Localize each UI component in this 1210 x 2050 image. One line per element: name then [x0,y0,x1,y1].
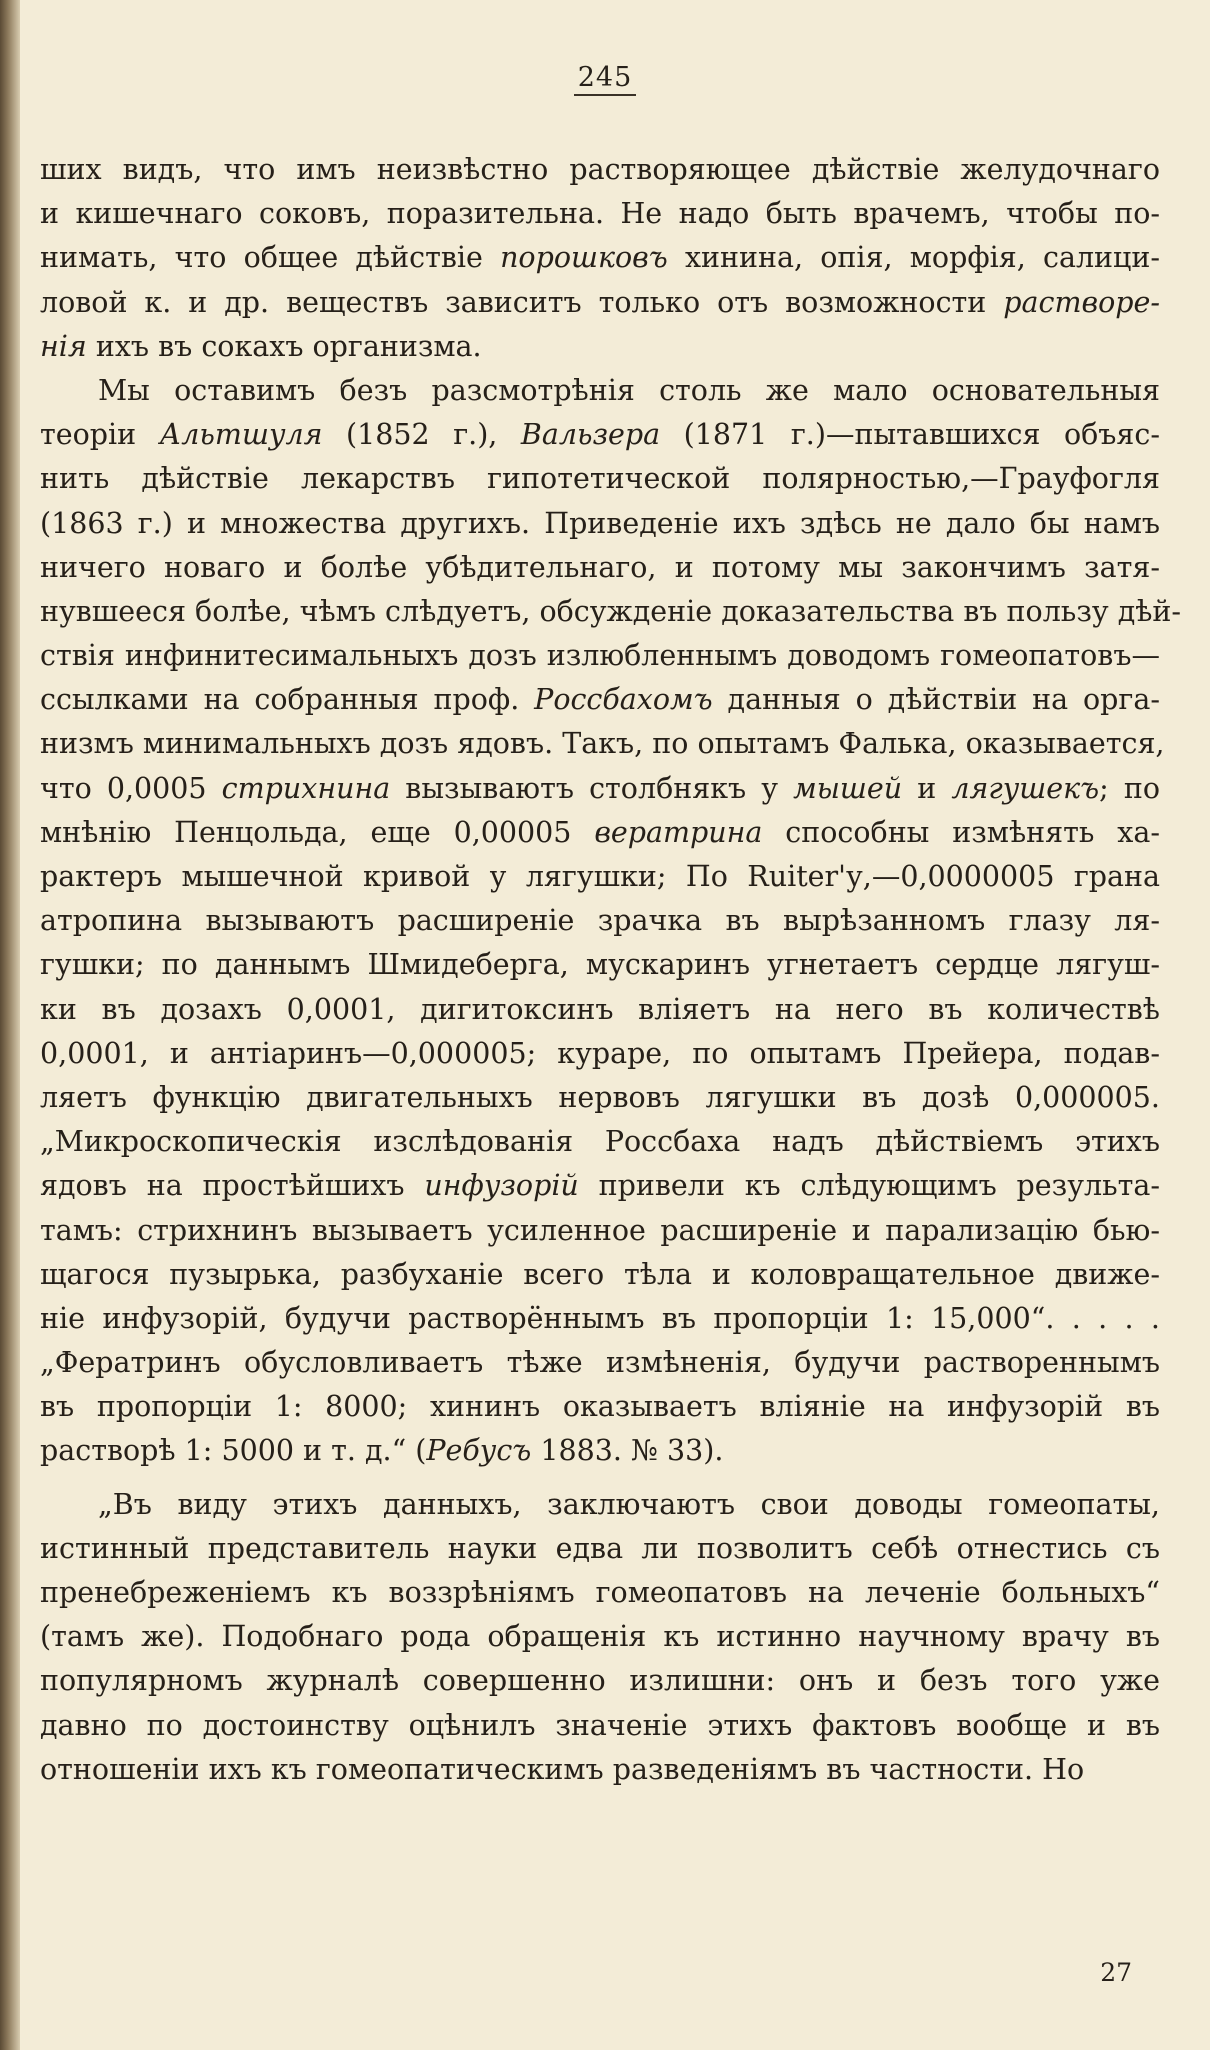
text-line [40,457,1160,501]
italic-run: нія [40,329,87,363]
text-line [40,1704,1160,1748]
text-line [40,1659,1160,1703]
text-line [40,192,1160,236]
text-run: и [902,771,952,805]
text-line [40,1076,1160,1120]
text-run: „Микроскопическія изслѣдованія Россбаха надъ дѣйствіемъ этихъ [40,1125,1160,1159]
text-run: привели къ слѣдующимъ результа- [578,1169,1160,1203]
text-line [40,1571,1160,1615]
text-run: нимать, что общее дѣйствіе [40,241,501,275]
text-run: атропина вызываютъ расширеніе зрачка въ вырѣзанномъ глазу ля- [40,904,1160,938]
text-run: отношеніи ихъ къ гомеопатическимъ разведеніямъ въ частности. Но [40,1752,1085,1786]
text-run: (1863 г.) и множества другихъ. Приведеніе ихъ здѣсь не дало бы намъ [40,506,1160,540]
text-line [40,1385,1160,1429]
text-run: въ пропорціи 1: 8000; хининъ оказываетъ вліяніе на инфузорій въ [40,1390,1160,1424]
text-line [40,1297,1160,1341]
text-line [40,236,1160,280]
text-run: хинина, опія, морфія, салици- [667,241,1160,275]
text-line [40,1164,1160,1208]
text-run: ядовъ на простѣйшихъ [40,1169,425,1203]
text-run: вызываютъ столбнякъ у [390,771,794,805]
text-line [40,148,1160,192]
text-run: ссылками на собранныя проф. [40,683,535,717]
text-run: теоріи [40,418,160,452]
page-number: 245 [0,62,1210,93]
italic-run: Ребусъ [426,1434,532,1468]
text-line [40,855,1160,899]
text-run: давно по достоинству оцѣнилъ значеніе этихъ фактовъ вообще и въ [40,1708,1160,1742]
text-line [40,546,1160,590]
text-run: мнѣнію Пенцольда, еще 0,00005 [40,815,595,849]
text-line [40,1527,1160,1571]
italic-run: порошковъ [500,241,668,275]
text-line [40,413,1160,457]
text-run: „Фератринъ обусловливаетъ тѣже измѣненія, будучи раствореннымъ [40,1346,1160,1380]
text-line [40,678,1160,722]
text-line [40,722,1165,766]
text-run: нить дѣйствіе лекарствъ гипотетической полярностью,—Грауфогля [40,462,1160,496]
italic-run: растворе- [1003,285,1160,319]
italic-run: мышей [793,771,903,805]
text-run: способны измѣнять ха- [762,815,1160,849]
text-run: популярномъ журналѣ совершенно излишни: онъ и безъ того уже [40,1664,1160,1698]
text-line [40,590,1182,634]
text-line [40,899,1160,943]
text-line [40,1748,1160,1792]
text-line [40,1615,1160,1659]
text-run: данныя о дѣйствіи на орга- [712,683,1160,717]
text-line [40,1341,1160,1385]
text-line [40,1429,1160,1473]
text-run: 0,0001, и антіаринъ—0,000005; кураре, по опытамъ Прейера, подав- [40,1036,1160,1070]
text-line [40,325,1160,369]
italic-run: инфузорій [424,1169,579,1203]
text-line [40,1253,1160,1297]
text-run: что 0,0005 [40,771,222,805]
italic-run: стрихнина [221,771,391,805]
italic-run: Россбахомъ [534,683,713,717]
text-run: ших видъ, что имъ неизвѣстно растворяющее дѣйствіе желудочнаго [40,153,1160,186]
text-run: низмъ минимальныхъ дозъ ядовъ. Такъ, по опытамъ Фалька, оказывается, [40,727,1165,761]
text-line [40,281,1160,325]
text-run: ихъ въ сокахъ организма. [86,329,482,363]
text-run: (тамъ же). Подобнаго рода обращенія къ истинно научному врачу въ [40,1620,1160,1654]
italic-run: лягушекъ [951,771,1100,805]
text-line [40,369,1160,413]
text-run: ки въ дозахъ 0,0001, дигитоксинъ вліяетъ на него въ количествѣ [40,992,1160,1026]
text-line [40,767,1160,811]
text-run: тамъ: стрихнинъ вызываетъ усиленное расширеніе и парализацію бью- [40,1213,1160,1247]
italic-run: Вальзера [520,418,661,452]
italic-run: вератрина [594,815,763,849]
text-run: ляетъ функцію двигательныхъ нервовъ лягушки въ дозѣ 0,000005. [40,1080,1160,1114]
text-line [40,943,1160,987]
text-run: гушки; по даннымъ Шмидеберга, мускаринъ угнетаетъ сердце лягуш- [40,948,1160,982]
text-run: Мы оставимъ безъ разсмотрѣнія столь же мало основательныя [98,373,1160,407]
text-run: (1871 г.)—пытавшихся объяс- [660,418,1160,452]
text-run: 1883. № 33). [531,1434,724,1468]
text-run: нувшееся болѣе, чѣмъ слѣдуетъ, обсужденіе доказательства въ пользу дѣй- [40,594,1182,628]
text-run: ніе инфузорій, будучи растворённымъ въ пропорціи 1: 15,000“. . . . . [40,1301,1160,1335]
book-spine-shadow [0,0,20,2050]
text-run: ствія инфинитесимальныхъ дозъ излюбленнымъ доводомъ гомеопатовъ— [40,639,1160,673]
text-run: и кишечнаго соковъ, поразительна. Не надо быть врачемъ, чтобы по- [40,197,1160,231]
text-run: ничего новаго и болѣе убѣдительнаго, и потому мы закончимъ затя- [40,550,1160,584]
text-line [40,502,1160,546]
text-line [40,1209,1160,1253]
text-line [40,811,1160,855]
text-run: истинный представитель науки едва ли позволитъ себѣ отнестись съ [40,1531,1160,1565]
text-run: ловой к. и др. веществъ зависитъ только отъ возможности [40,285,1004,319]
text-run: „Въ виду этихъ данныхъ, заключаютъ свои доводы гомеопаты, [98,1487,1160,1521]
text-line [40,1120,1160,1164]
text-run: рактеръ мышечной кривой у лягушки; По Ruiter'у,—0,0000005 грана [40,860,1160,893]
text-line [40,988,1160,1032]
body-text [40,148,1182,1792]
signature-mark: 27 [1100,1958,1132,1987]
text-run: растворѣ 1: 5000 и т. д.“ ( [40,1434,427,1468]
text-run: (1852 г.), [322,418,521,452]
text-line [40,634,1160,678]
text-line [40,1483,1160,1527]
italic-run: Альтшуля [159,418,323,452]
text-line [40,1032,1160,1076]
text-run: щагося пузырька, разбуханіе всего тѣла и коловращательное движе- [40,1257,1160,1291]
text-run: ; по [1099,771,1160,805]
text-run: пренебреженіемъ къ воззрѣніямъ гомеопатовъ на леченіе больныхъ“ [40,1576,1160,1609]
